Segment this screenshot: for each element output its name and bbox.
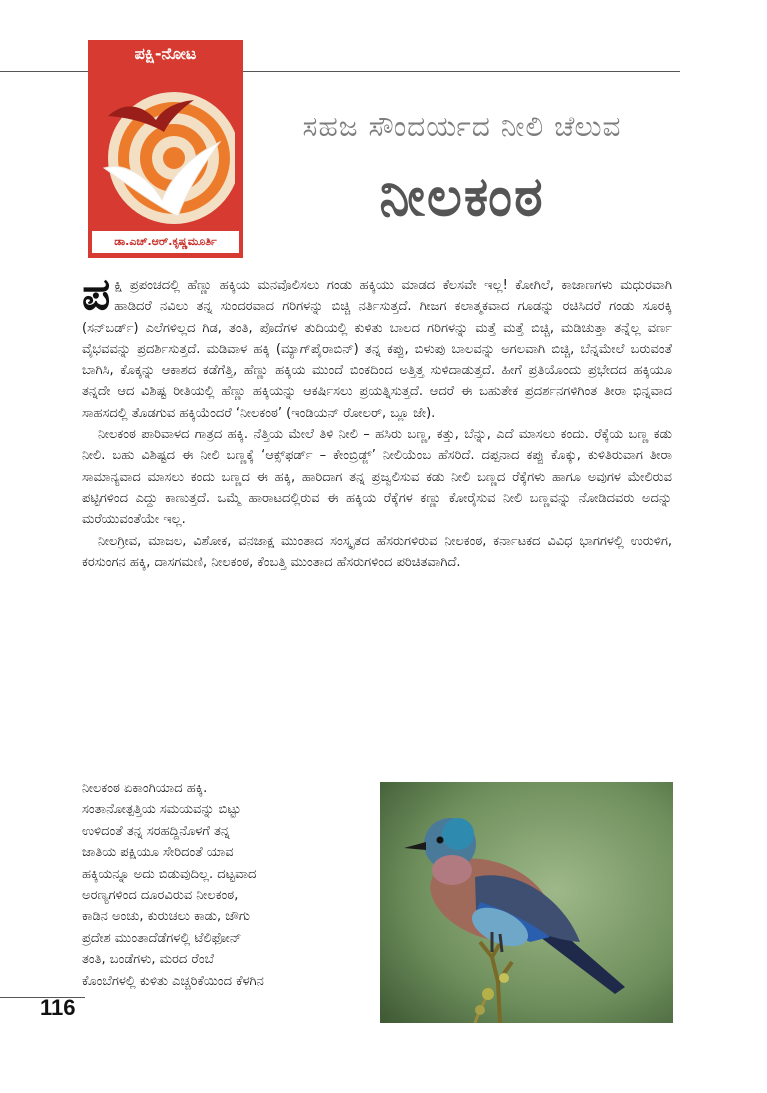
article-title: ನೀಲಕಂಠ bbox=[379, 165, 545, 228]
article-subtitle: ಸಹಜ ಸೌಂದರ್ಯದ ನೀಲಿ ಚೆಲುವ bbox=[302, 110, 622, 143]
column-author: ಡಾ.ಎಚ್.ಆರ್.ಕೃಷ್ಣಮೂರ್ತಿ bbox=[92, 231, 239, 253]
column-badge bbox=[88, 40, 243, 258]
article-body bbox=[82, 269, 672, 573]
column-line: ಉಳಿದಂತೆ ತನ್ನ ಸರಹದ್ದಿನೊಳಗೆ ತನ್ನ bbox=[82, 823, 230, 839]
page-number: 116 bbox=[40, 995, 76, 1020]
paragraph-text: ಕ್ಷಿ ಪ್ರಪಂಚದಲ್ಲಿ ಹೆಣ್ಣು ಹಕ್ಕಿಯ ಮನವೊಲಿಸಲು ಗಂಡು ಹಕ್ಕಿಯು ಮಾಡದ ಕೆಲಸವೇ ಇಲ್ಲ! ಕೋಗಿಲೆ, ಕಾಜಾಣಗಳು ಮಧುರವಾಗಿ ಹಾಡಿದರೆ ನವಿಲು ತನ್ನ ಸುಂದರವಾದ ಗರಿಗಳನ್ನು ಬಿಚ್ಚಿ ನರ್ತಿಸುತ್ತದೆ. ಗೀಜಗ ಕಲಾತ್ಮಕವಾದ ಗೂಡನ್ನು ರಚಿಸಿದರೆ ಗಂಡು ಸೂರಕ್ಕಿ (ಸನ್‌ಬರ್ಡ್) ಎಲೆಗಳಿಲ್ಲದ ಗಿಡ, ತಂತಿ, ಪೊದೆಗಳ ತುದಿಯಲ್ಲಿ ಕುಳಿತು ಬಾಲದ ಗರಿಗಳನ್ನು ಮತ್ತೆ ಮತ್ತೆ ಬಿಚ್ಚಿ, ಮಡಿಚುತ್ತಾ ತನ್ನೆಲ್ಲ ವರ್ಣ ವೈಭವವನ್ನು ಪ್ರದರ್ಶಿಸುತ್ತದೆ. ಮಡಿವಾಳ ಹಕ್ಕಿ (ಮ್ಯಾಗ್‌ಪೈರಾಬಿನ್) ತನ್ನ ಕಪ್ಪು, ಬಿಳುಪು ಬಾಲವನ್ನು ಅಗಲವಾಗಿ ಬಿಚ್ಚಿ, ಬೆನ್ನಮೇಲೆ ಬರುವಂತೆ ಬಾಗಿಸಿ, ಕೊಕ್ಕನ್ನು ಆಕಾಶದ ಕಡೆಗೆತ್ತಿ, ಹೆಣ್ಣು ಹಕ್ಕಿಯ ಮುಂದೆ ಬಿಂಕದಿಂದ ಅತ್ತಿತ್ತ ಸುಳಿದಾಡುತ್ತದೆ. ಹೀಗೆ ಪ್ರತಿಯೊಂದು ಪ್ರಭೇದದ ಹಕ್ಕಿಯೂ ತನ್ನದೇ ಆದ ವಿಶಿಷ್ಟ ರೀತಿಯಲ್ಲಿ ಹೆಣ್ಣು ಹಕ್ಕಿಯನ್ನು ಆಕರ್ಷಿಸಲು ಪ್ರಯತ್ನಿಸುತ್ತದೆ. ಆದರೆ ಈ ಬಹುತೇಕ ಪ್ರದರ್ಶನಗಳಿಗಿಂತ ತೀರಾ ಭಿನ್ನವಾದ ಸಾಹಸದಲ್ಲಿ ತೊಡಗುವ ಹಕ್ಕಿಯೆಂದರೆ ‘ನೀಲಕಂಠ’ (ಇಂಡಿಯನ್ ರೋಲರ್, ಬ್ಲೂ ಜೇ). bbox=[82, 278, 672, 421]
paragraph: ನೀಲಕಂಠ ಪಾರಿವಾಳದ ಗಾತ್ರದ ಹಕ್ಕಿ. ನೆತ್ತಿಯ ಮೇಲೆ ತಿಳಿ ನೀಲಿ – ಹಸಿರು ಬಣ್ಣ, ಕತ್ತು, ಬೆನ್ನು, ಎದೆ ಮಾಸಲು ಕಂದು. ರೆಕ್ಕೆಯ ಬಣ್ಣ ಕಡು ನೀಲಿ. ಬಹು ವಿಶಿಷ್ಟದ ಈ ನೀಲಿ ಬಣ್ಣಕ್ಕೆ ‘ಆಕ್ಸ್‌ಫರ್ಡ್ – ಕೇಂಬ್ರಿಡ್ಜ್’ ನೀಲಿಯೆಂಬ ಹೆಸರಿದೆ. ದಪ್ಪನಾದ ಕಪ್ಪು ಕೊಕ್ಕು, ಕುಳಿತಿರುವಾಗ ತೀರಾ ಸಾಮಾನ್ಯವಾದ ಮಾಸಲು ಕಂದು ಬಣ್ಣದ ಈ ಹಕ್ಕಿ, ಹಾರಿದಾಗ ತನ್ನ ಪ್ರಜ್ವಲಿಸುವ ಕಡು ನೀಲಿ ಬಣ್ಣದ ರೆಕ್ಕೆಗಳು ಹಾಗೂ ಅವುಗಳ ಮೇಲಿರುವ ಪಟ್ಟಿಗಳಿಂದ ಎದ್ದು ಕಾಣುತ್ತದೆ. ಒಮ್ಮೆ ಹಾರಾಟದಲ್ಲಿರುವ ಈ ಹಕ್ಕಿಯ ರೆಕ್ಕೆಗಳ ಕಣ್ಣು ಕೋರೈಸುವ ನೀಲಿ ಬಣ್ಣವನ್ನು ನೋಡಿದವರು ಅದನ್ನು ಮರೆಯುವಂತೆಯೇ ಇಲ್ಲ. bbox=[82, 427, 672, 528]
column-line: ಹಕ್ಕಿಯನ್ನೂ ಅದು ಬಿಡುವುದಿಲ್ಲ. ದಟ್ಟವಾದ bbox=[82, 866, 257, 882]
bird-photo bbox=[380, 782, 673, 1023]
column-title: ಪಕ್ಷಿ-ನೋಟ bbox=[134, 44, 197, 63]
column-line: ತಂತಿ, ಬಂಡೆಗಳು, ಮರದ ರೆಂಬೆ bbox=[82, 952, 214, 968]
column-line: ಕೊಂಬೆಗಳಲ್ಲಿ ಕುಳಿತು ಎಚ್ಚರಿಕೆಯಿಂದ ಕೆಳಗಿನ bbox=[82, 973, 264, 989]
narrow-column bbox=[82, 778, 370, 992]
column-line: ಸಂತಾನೋತ್ಪತ್ತಿಯ ಸಮಯವನ್ನು ಬಿಟ್ಟು bbox=[82, 802, 241, 818]
column-line: ಕಾಡಿನ ಅಂಚು, ಕುರುಚಲು ಕಾಡು, ಜೌಗು bbox=[82, 909, 251, 925]
column-logo bbox=[96, 70, 235, 228]
paragraph: ನೀಲಗ್ರೀವ, ಮಾಜಲ, ವಿಶೋಕ, ವನಜಾಕ್ಷ ಮುಂತಾದ ಸಂಸ್ಕೃತದ ಹೆಸರುಗಳಿರುವ ನೀಲಕಂಠ, ಕರ್ನಾಟಕದ ವಿವಿಧ ಭಾಗಗಳಲ್ಲಿ ಉರುಳಿಗ, ಕರಸುಂಗನ ಹಕ್ಕಿ, ದಾಸಗಮಣಿ, ನೀಲಕಂಠ, ಕೆಂಬತ್ತಿ ಮುಂತಾದ ಹೆಸರುಗಳಿಂದ ಪರಿಚಿತವಾಗಿದೆ. bbox=[82, 533, 672, 570]
drop-cap: ಪ bbox=[82, 269, 111, 320]
column-line: ಜಾತಿಯ ಪಕ್ಷಿಯೂ ಸೇರಿದಂತೆ ಯಾವ bbox=[82, 845, 234, 861]
column-line: ಅರಣ್ಯಗಳಿಂದ ದೂರವಿರುವ ನೀಲಕಂಠ, bbox=[82, 888, 239, 904]
paragraph bbox=[82, 269, 672, 424]
column-line: ನೀಲಕಂಠ ಏಕಾಂಗಿಯಾದ ಹಕ್ಕಿ. bbox=[82, 781, 208, 796]
column-line: ಪ್ರದೇಶ ಮುಂತಾದೆಡೆಗಳಲ್ಲಿ ಟೆಲಿಫೋನ್ bbox=[82, 930, 242, 946]
